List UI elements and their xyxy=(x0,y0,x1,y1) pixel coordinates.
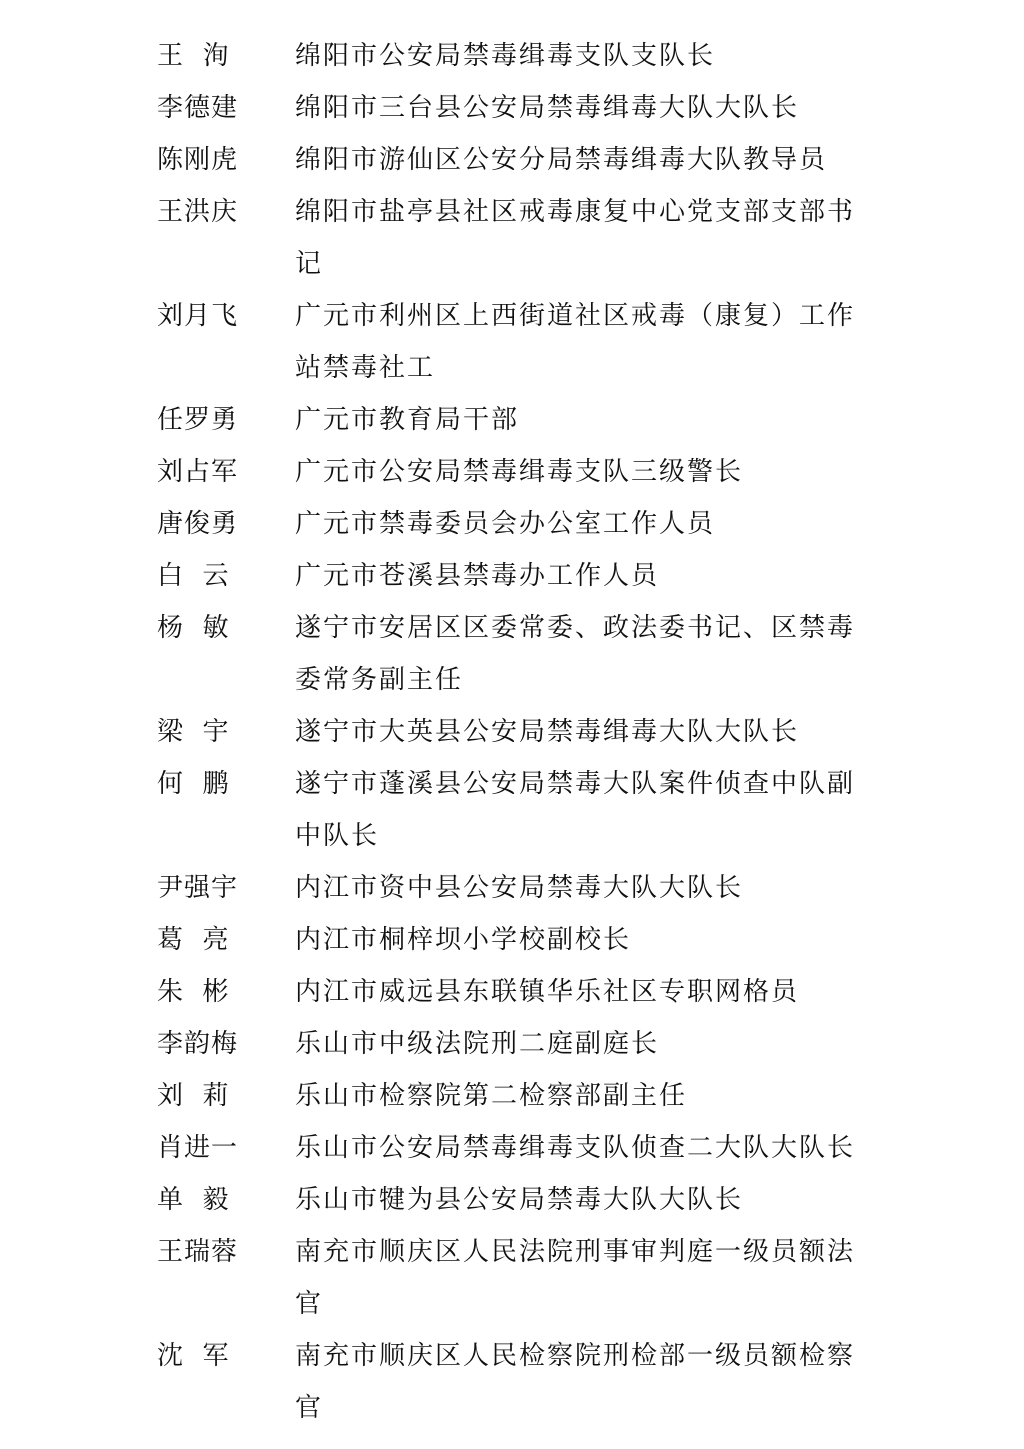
person-title: 绵阳市盐亭县社区戒毒康复中心党支部支部书记 xyxy=(295,197,856,279)
person-name: 李德建 xyxy=(157,93,239,123)
list-item xyxy=(0,1070,1024,1122)
person-name: 何 鹏 xyxy=(157,769,230,799)
person-name: 沈 军 xyxy=(157,1341,230,1371)
list-item xyxy=(0,706,1024,758)
list-item xyxy=(0,758,1024,862)
list-item xyxy=(0,1018,1024,1070)
person-title: 遂宁市蓬溪县公安局禁毒大队案件侦查中队副中队长 xyxy=(295,769,856,851)
person-title: 南充市顺庆区人民检察院刑检部一级员额检察官 xyxy=(295,1341,856,1423)
person-title: 乐山市公安局禁毒缉毒支队侦查二大队大队长 xyxy=(295,1133,856,1163)
person-title: 广元市利州区上西街道社区戒毒（康复）工作站禁毒社工 xyxy=(295,301,856,383)
list-item xyxy=(0,186,1024,290)
person-title: 乐山市中级法院刑二庭副庭长 xyxy=(295,1029,660,1059)
list-item xyxy=(0,446,1024,498)
person-title: 内江市资中县公安局禁毒大队大队长 xyxy=(295,873,744,903)
list-item xyxy=(0,550,1024,602)
person-title: 绵阳市三台县公安局禁毒缉毒大队大队长 xyxy=(295,93,800,123)
list-item xyxy=(0,1174,1024,1226)
person-name: 梁 宇 xyxy=(157,717,230,747)
person-name: 白 云 xyxy=(157,561,230,591)
person-name: 王 洵 xyxy=(157,41,230,71)
person-title: 南充市顺庆区人民法院刑事审判庭一级员额法官 xyxy=(295,1237,856,1319)
personnel-list xyxy=(0,30,1024,1434)
person-name: 刘月飞 xyxy=(157,301,239,331)
list-item xyxy=(0,30,1024,82)
list-item xyxy=(0,862,1024,914)
person-title: 绵阳市公安局禁毒缉毒支队支队长 xyxy=(295,41,716,71)
person-name: 杨 敏 xyxy=(157,613,230,643)
person-name: 任罗勇 xyxy=(157,405,239,435)
person-name: 朱 彬 xyxy=(157,977,230,1007)
person-name: 刘 莉 xyxy=(157,1081,230,1111)
person-title: 乐山市检察院第二检察部副主任 xyxy=(295,1081,688,1111)
list-item xyxy=(0,394,1024,446)
person-name: 陈刚虎 xyxy=(157,145,239,175)
person-title: 绵阳市游仙区公安分局禁毒缉毒大队教导员 xyxy=(295,145,828,175)
list-item xyxy=(0,914,1024,966)
person-name: 王洪庆 xyxy=(157,197,239,227)
list-item xyxy=(0,290,1024,394)
person-title: 内江市威远县东联镇华乐社区专职网格员 xyxy=(295,977,800,1007)
person-name: 刘占军 xyxy=(157,457,239,487)
list-item xyxy=(0,1226,1024,1330)
person-title: 广元市教育局干部 xyxy=(295,405,520,435)
list-item xyxy=(0,498,1024,550)
person-title: 遂宁市大英县公安局禁毒缉毒大队大队长 xyxy=(295,717,800,747)
person-title: 广元市公安局禁毒缉毒支队三级警长 xyxy=(295,457,744,487)
person-name: 唐俊勇 xyxy=(157,509,239,539)
list-item xyxy=(0,134,1024,186)
person-name: 肖进一 xyxy=(157,1133,239,1163)
person-title: 广元市苍溪县禁毒办工作人员 xyxy=(295,561,660,591)
person-title: 内江市桐梓坝小学校副校长 xyxy=(295,925,632,955)
list-item xyxy=(0,966,1024,1018)
person-name: 王瑞蓉 xyxy=(157,1237,239,1267)
list-item xyxy=(0,1122,1024,1174)
person-name: 李韵梅 xyxy=(157,1029,239,1059)
person-name: 单 毅 xyxy=(157,1185,230,1215)
list-item xyxy=(0,602,1024,706)
person-title: 遂宁市安居区区委常委、政法委书记、区禁毒委常务副主任 xyxy=(295,613,856,695)
person-title: 乐山市犍为县公安局禁毒大队大队长 xyxy=(295,1185,744,1215)
list-item xyxy=(0,1330,1024,1434)
person-title: 广元市禁毒委员会办公室工作人员 xyxy=(295,509,716,539)
person-name: 尹强宇 xyxy=(157,873,239,903)
list-item xyxy=(0,82,1024,134)
person-name: 葛 亮 xyxy=(157,925,230,955)
